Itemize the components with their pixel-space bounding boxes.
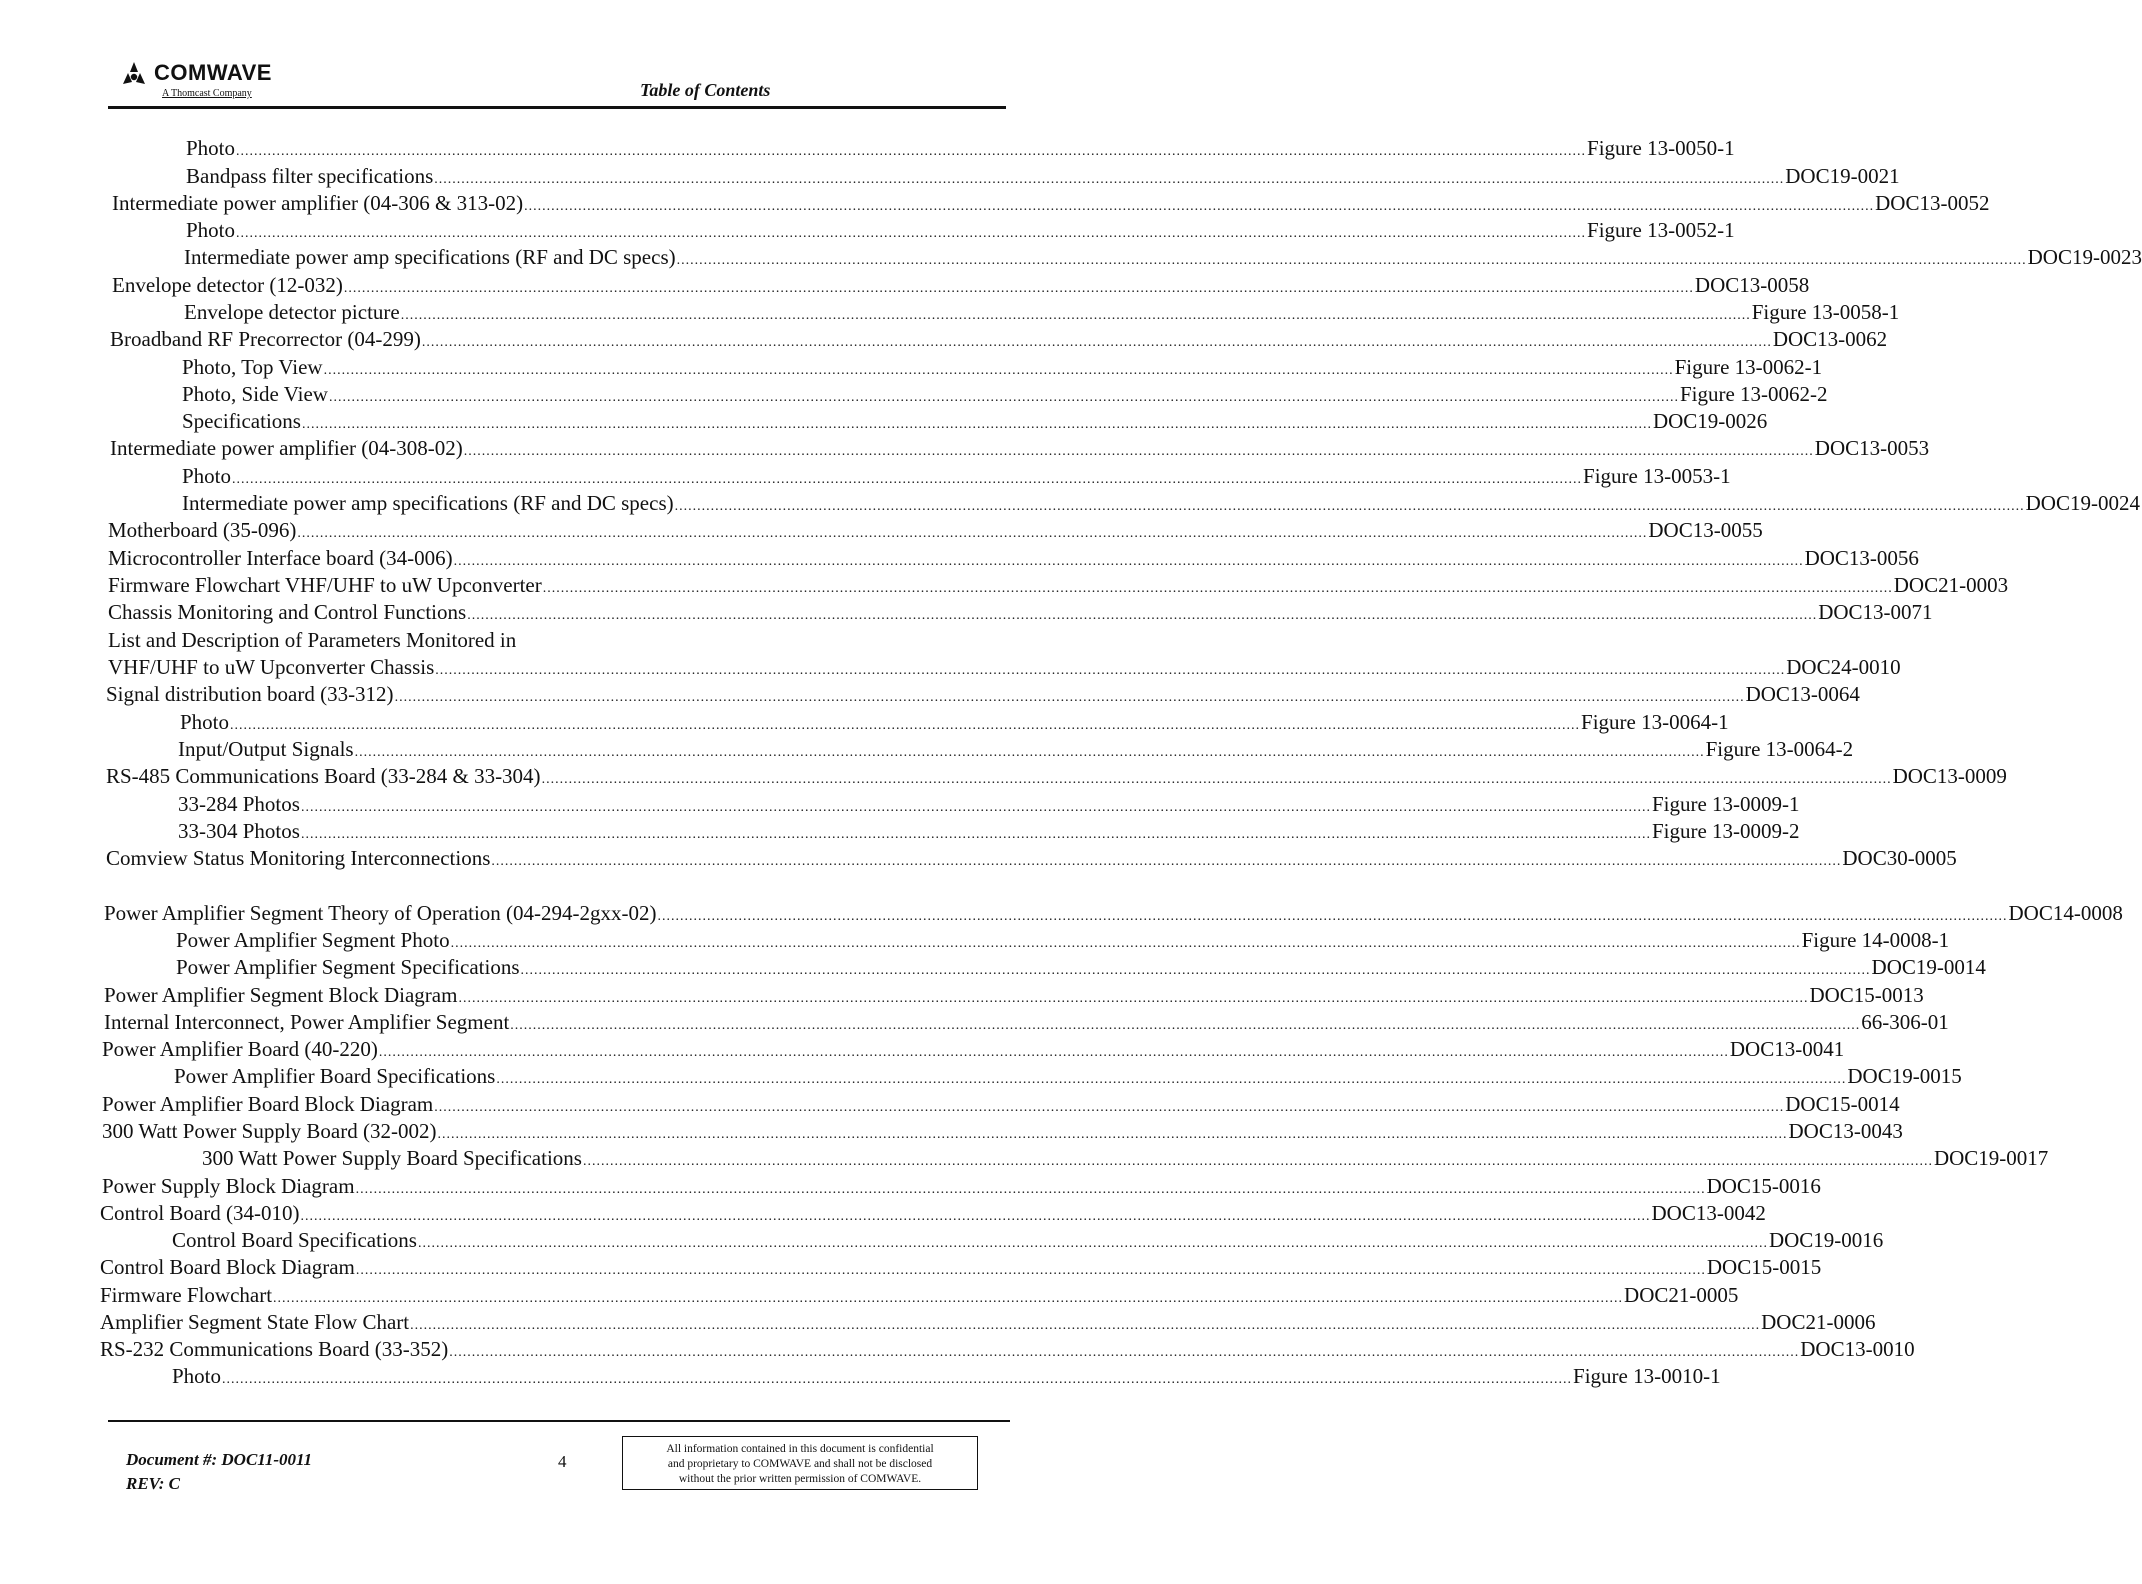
toc-entry-label: Control Board (34-010) — [100, 1201, 300, 1225]
company-tagline: A Thomcast Company — [162, 88, 252, 99]
toc-entry-reference: DOC21-0005 — [1624, 1283, 1739, 1307]
toc-leader-dots: ............................................................................................................................................................................................................................................................................................................ — [394, 690, 1745, 705]
toc-entry-reference: DOC13-0056 — [1804, 546, 1919, 570]
toc-entry — [186, 164, 1900, 188]
document-info — [126, 1448, 312, 1496]
toc-entry — [110, 436, 1930, 460]
toc-leader-dots: ............................................................................................................................................................................................................................................................................................................ — [435, 663, 1786, 678]
toc-entry-reference: DOC15-0013 — [1809, 983, 1924, 1007]
toc-entry — [106, 764, 2007, 788]
toc-leader-dots: ............................................................................................................................................................................................................................................................................................................ — [232, 472, 1583, 487]
toc-entry — [180, 710, 1729, 734]
toc-entry — [172, 1228, 1884, 1252]
toc-entry — [106, 846, 1957, 870]
toc-entry-label: Power Amplifier Segment Specifications — [176, 955, 520, 979]
toc-entry — [104, 1010, 1949, 1034]
toc-entry — [102, 1174, 1821, 1198]
toc-entry-label: Intermediate power amp specifications (RF and DC specs) — [182, 491, 674, 515]
toc-entry-label: Control Board Specifications — [172, 1228, 417, 1252]
toc-entry-label: Comview Status Monitoring Interconnections — [106, 846, 491, 870]
toc-entry-label: Chassis Monitoring and Control Functions — [108, 600, 467, 624]
toc-leader-dots: ............................................................................................................................................................................................................................................................................................................ — [674, 499, 2025, 514]
toc-entry-label: Power Amplifier Board Block Diagram — [102, 1092, 434, 1116]
footer-divider — [108, 1420, 1010, 1422]
toc-entry-label: VHF/UHF to uW Upconverter Chassis — [108, 655, 435, 679]
toc-leader-dots: ............................................................................................................................................................................................................................................................................................................ — [297, 526, 1648, 541]
toc-entry-reference: DOC30-0005 — [1842, 846, 1957, 870]
toc-entry-label: Microcontroller Interface board (34-006) — [108, 546, 453, 570]
toc-leader-dots: ............................................................................................................................................................................................................................................................................................................ — [657, 909, 2008, 924]
toc-entry — [186, 136, 1735, 160]
toc-entry — [100, 1310, 1876, 1334]
toc-entry-label: Power Amplifier Segment Photo — [176, 928, 450, 952]
toc-leader-dots: ............................................................................................................................................................................................................................................................................................................ — [449, 1345, 1800, 1360]
toc-entry-reference: Figure 13-0064-2 — [1705, 737, 1854, 761]
toc-leader-dots: ............................................................................................................................................................................................................................................................................................................ — [496, 1072, 1847, 1087]
confidentiality-notice — [622, 1436, 978, 1490]
toc-entry-label: RS-232 Communications Board (33-352) — [100, 1337, 449, 1361]
toc-entry-reference: DOC14-0008 — [2008, 901, 2123, 925]
toc-entry — [112, 273, 1810, 297]
toc-leader-dots: ............................................................................................................................................................................................................................................................................................................ — [343, 281, 1694, 296]
toc-entry — [108, 655, 1901, 679]
toc-leader-dots: ............................................................................................................................................................................................................................................................................................................ — [541, 772, 1892, 787]
toc-entry-reference: DOC13-0052 — [1875, 191, 1990, 215]
toc-entry-reference: DOC13-0062 — [1772, 327, 1888, 351]
toc-entry — [112, 191, 1990, 215]
toc-leader-dots: ............................................................................................................................................................................................................................................................................................................ — [400, 308, 1751, 323]
toc-leader-dots: ............................................................................................................................................................................................................................................................................................................ — [300, 1209, 1651, 1224]
toc-entry — [104, 983, 1924, 1007]
toc-leader-dots: ............................................................................................................................................................................................................................................................................................................ — [300, 800, 1651, 815]
toc-entry-label: List and Description of Parameters Monitored in — [108, 628, 517, 652]
toc-entry-reference: Figure 14-0008-1 — [1801, 928, 1950, 952]
toc-entry — [176, 928, 1950, 952]
toc-entry — [106, 682, 1860, 706]
toc-entry-label: 33-284 Photos — [178, 792, 300, 816]
toc-entry-label: 33-304 Photos — [178, 819, 300, 843]
toc-entry-reference: Figure 13-0053-1 — [1583, 464, 1731, 488]
toc-leader-dots: ............................................................................................................................................................................................................................................................................................................ — [434, 172, 1785, 187]
notice-line: and proprietary to COMWAVE and shall not be disclosed — [667, 1458, 933, 1470]
toc-leader-dots: ............................................................................................................................................................................................................................................................................................................ — [467, 608, 1818, 623]
toc-entry — [110, 327, 1888, 351]
toc-leader-dots: ............................................................................................................................................................................................................................................................................................................ — [355, 1263, 1706, 1278]
toc-entry-label: Control Board Block Diagram — [100, 1255, 355, 1279]
page-title: Table of Contents — [640, 80, 771, 100]
toc-entry-reference: DOC13-0009 — [1892, 764, 2007, 788]
toc-entry — [108, 518, 1763, 542]
toc-entry-reference: DOC15-0014 — [1785, 1092, 1900, 1116]
toc-entry-label: Intermediate power amp specifications (RF and DC specs) — [184, 245, 676, 269]
toc-entry-label: RS-485 Communications Board (33-284 & 33-304) — [106, 764, 541, 788]
toc-entry-label: Power Amplifier Board Specifications — [174, 1064, 496, 1088]
toc-entry — [182, 409, 1768, 433]
toc-entry-reference: Figure 13-0058-1 — [1751, 300, 1900, 324]
toc-leader-dots: ............................................................................................................................................................................................................................................................................................................ — [417, 1236, 1768, 1251]
toc-entry-label: Specifications — [182, 409, 301, 433]
toc-entry — [202, 1146, 2049, 1170]
toc-entry — [100, 1337, 1915, 1361]
toc-leader-dots: ............................................................................................................................................................................................................................................................................................................ — [378, 1045, 1729, 1060]
toc-entry-reference: DOC19-0017 — [1933, 1146, 2049, 1170]
toc-entry-label: Photo — [186, 136, 236, 160]
notice-line: All information contained in this document is confidential — [666, 1443, 934, 1455]
toc-entry-reference: Figure 13-0050-1 — [1587, 136, 1735, 160]
toc-leader-dots: ............................................................................................................................................................................................................................................................................................................ — [273, 1291, 1624, 1306]
company-name: COMWAVE — [154, 60, 272, 85]
toc-leader-dots: ............................................................................................................................................................................................................................................................................................................ — [236, 144, 1587, 159]
toc-entry-reference: DOC13-0055 — [1648, 518, 1763, 542]
toc-entry-reference: DOC13-0064 — [1745, 682, 1860, 706]
toc-leader-dots: ............................................................................................................................................................................................................................................................................................................ — [222, 1372, 1573, 1387]
toc-entry — [108, 600, 1933, 624]
toc-entry — [176, 955, 1986, 979]
toc-entry-reference: DOC19-0021 — [1785, 164, 1900, 188]
toc-entry-reference: DOC19-0023 — [2027, 245, 2142, 269]
toc-entry-reference: DOC13-0041 — [1729, 1037, 1845, 1061]
toc-leader-dots: ............................................................................................................................................................................................................................................................................................................ — [354, 745, 1705, 760]
toc-entry-reference: DOC19-0024 — [2025, 491, 2140, 515]
toc-entry-label: 300 Watt Power Supply Board Specifications — [202, 1146, 582, 1170]
toc-entry — [100, 1283, 1739, 1307]
toc-entry-reference: Figure 13-0062-1 — [1674, 355, 1823, 379]
toc-entry — [100, 1201, 1766, 1225]
toc-entry-reference: DOC13-0058 — [1694, 273, 1810, 297]
toc-entry-label: Internal Interconnect, Power Amplifier Segment — [104, 1010, 510, 1034]
toc-entry-reference: DOC13-0042 — [1651, 1201, 1766, 1225]
toc-entry-reference: 66-306-01 — [1861, 1010, 1949, 1034]
toc-entry-label: Photo, Top View — [182, 355, 323, 379]
toc-entry-label: Motherboard (35-096) — [108, 518, 297, 542]
toc-entry — [178, 819, 1800, 843]
toc-entry-reference: DOC13-0010 — [1800, 1337, 1915, 1361]
toc-entry-label: Intermediate power amplifier (04-306 & 313-02) — [112, 191, 524, 215]
toc-entry-label: Amplifier Segment State Flow Chart — [100, 1310, 410, 1334]
toc-entry-reference: Figure 13-0052-1 — [1587, 218, 1735, 242]
toc-leader-dots: ............................................................................................................................................................................................................................................................................................................ — [328, 390, 1679, 405]
toc-entry-label: Photo, Side View — [182, 382, 328, 406]
toc-entry-label: Power Supply Block Diagram — [102, 1174, 355, 1198]
toc-entry-reference: DOC13-0043 — [1788, 1119, 1903, 1143]
toc-leader-dots: ............................................................................................................................................................................................................................................................................................................ — [676, 253, 2027, 268]
toc-entry-label: Photo — [172, 1364, 222, 1388]
toc-entry-label: Bandpass filter specifications — [186, 164, 434, 188]
toc-entry-reference: DOC19-0015 — [1847, 1064, 1962, 1088]
toc-entry — [184, 300, 1900, 324]
toc-entry — [104, 901, 2123, 925]
toc-entry-reference: DOC13-0053 — [1814, 436, 1930, 460]
toc-entry-reference: DOC24-0010 — [1786, 655, 1901, 679]
toc-entry-label: Envelope detector (12-032) — [112, 273, 343, 297]
toc-leader-dots: ............................................................................................................................................................................................................................................................................................................ — [301, 417, 1652, 432]
toc-entry-reference: Figure 13-0009-2 — [1651, 819, 1800, 843]
toc-leader-dots: ............................................................................................................................................................................................................................................................................................................ — [463, 444, 1814, 459]
toc-entry-label: Photo — [186, 218, 236, 242]
toc-entry — [186, 218, 1735, 242]
toc-leader-dots: ............................................................................................................................................................................................................................................................................................................ — [520, 963, 1871, 978]
toc-entry — [184, 245, 2142, 269]
toc-leader-dots: ............................................................................................................................................................................................................................................................................................................ — [300, 827, 1651, 842]
toc-leader-dots: ............................................................................................................................................................................................................................................................................................................ — [410, 1318, 1761, 1333]
toc-entry — [182, 464, 1731, 488]
page-number: 4 — [558, 1452, 567, 1471]
toc-entry-reference: DOC15-0015 — [1706, 1255, 1822, 1279]
toc-entry — [108, 573, 2009, 597]
toc-leader-dots: ............................................................................................................................................................................................................................................................................................................ — [230, 718, 1581, 733]
toc-entry-label: Signal distribution board (33-312) — [106, 682, 394, 706]
toc-leader-dots: ............................................................................................................................................................................................................................................................................................................ — [421, 335, 1772, 350]
document-number: Document #: DOC11-0011 — [126, 1450, 313, 1469]
toc-entry-reference: Figure 13-0009-1 — [1651, 792, 1800, 816]
toc-entry-reference: DOC13-0071 — [1818, 600, 1933, 624]
toc-entry-label: Photo — [182, 464, 232, 488]
toc-entry-reference: Figure 13-0062-2 — [1679, 382, 1828, 406]
toc-entry — [178, 792, 1800, 816]
toc-leader-dots: ............................................................................................................................................................................................................................................................................................................ — [434, 1100, 1785, 1115]
toc-entry-label: Envelope detector picture — [184, 300, 400, 324]
toc-leader-dots: ............................................................................................................................................................................................................................................................................................................ — [236, 226, 1587, 241]
toc-entry — [100, 1255, 1822, 1279]
toc-leader-dots: ............................................................................................................................................................................................................................................................................................................ — [524, 199, 1875, 214]
toc-entry-reference: DOC21-0006 — [1761, 1310, 1876, 1334]
toc-leader-dots: ............................................................................................................................................................................................................................................................................................................ — [542, 581, 1893, 596]
toc-entry — [182, 355, 1823, 379]
toc-entry — [102, 1092, 1900, 1116]
toc-leader-dots: ............................................................................................................................................................................................................................................................................................................ — [355, 1182, 1706, 1197]
toc-leader-dots: ............................................................................................................................................................................................................................................................................................................ — [491, 854, 1842, 869]
toc-entry-reference: DOC21-0003 — [1893, 573, 2009, 597]
toc-leader-dots: ............................................................................................................................................................................................................................................................................................................ — [453, 554, 1804, 569]
toc-entry-label: Input/Output Signals — [178, 737, 354, 761]
toc-entry — [108, 546, 1919, 570]
toc-leader-dots: ............................................................................................................................................................................................................................................................................................................ — [437, 1127, 1788, 1142]
toc-entry-reference: DOC19-0026 — [1652, 409, 1768, 433]
toc-entry-label: Intermediate power amplifier (04-308-02) — [110, 436, 463, 460]
toc-entry-reference: DOC19-0016 — [1768, 1228, 1884, 1252]
toc-entry — [108, 628, 516, 652]
toc-entry — [102, 1119, 1903, 1143]
toc-entry-reference: DOC15-0016 — [1706, 1174, 1821, 1198]
notice-line: without the prior written permission of COMWAVE. — [678, 1473, 922, 1485]
toc-entry-reference: DOC19-0014 — [1871, 955, 1986, 979]
toc-entry — [182, 491, 2140, 515]
toc-entry — [102, 1037, 1845, 1061]
toc-entry-label: Photo — [180, 710, 230, 734]
toc-entry — [182, 382, 1828, 406]
toc-entry — [174, 1064, 1962, 1088]
toc-leader-dots: ............................................................................................................................................................................................................................................................................................................ — [323, 363, 1674, 378]
toc-entry-label: 300 Watt Power Supply Board (32-002) — [102, 1119, 437, 1143]
toc-entry-label: Broadband RF Precorrector (04-299) — [110, 327, 421, 351]
toc-leader-dots: ............................................................................................................................................................................................................................................................................................................ — [510, 1018, 1861, 1033]
toc-entry-reference: Figure 13-0064-1 — [1581, 710, 1729, 734]
toc-entry — [172, 1364, 1721, 1388]
toc-entry-label: Firmware Flowchart VHF/UHF to uW Upconverter — [108, 573, 542, 597]
toc-entry-label: Power Amplifier Board (40-220) — [102, 1037, 378, 1061]
toc-entry-label: Power Amplifier Segment Block Diagram — [104, 983, 458, 1007]
toc-leader-dots: ............................................................................................................................................................................................................................................................................................................ — [582, 1154, 1933, 1169]
toc-leader-dots: ............................................................................................................................................................................................................................................................................................................ — [450, 936, 1801, 951]
toc-leader-dots: ............................................................................................................................................................................................................................................................................................................ — [458, 991, 1809, 1006]
toc-entry — [178, 737, 1854, 761]
toc-entry-label: Power Amplifier Segment Theory of Operation (04-294-2gxx-02) — [104, 901, 657, 925]
revision: REV: C — [126, 1474, 181, 1493]
toc-entry-label: Firmware Flowchart — [100, 1283, 273, 1307]
toc-entry-reference: Figure 13-0010-1 — [1573, 1364, 1721, 1388]
